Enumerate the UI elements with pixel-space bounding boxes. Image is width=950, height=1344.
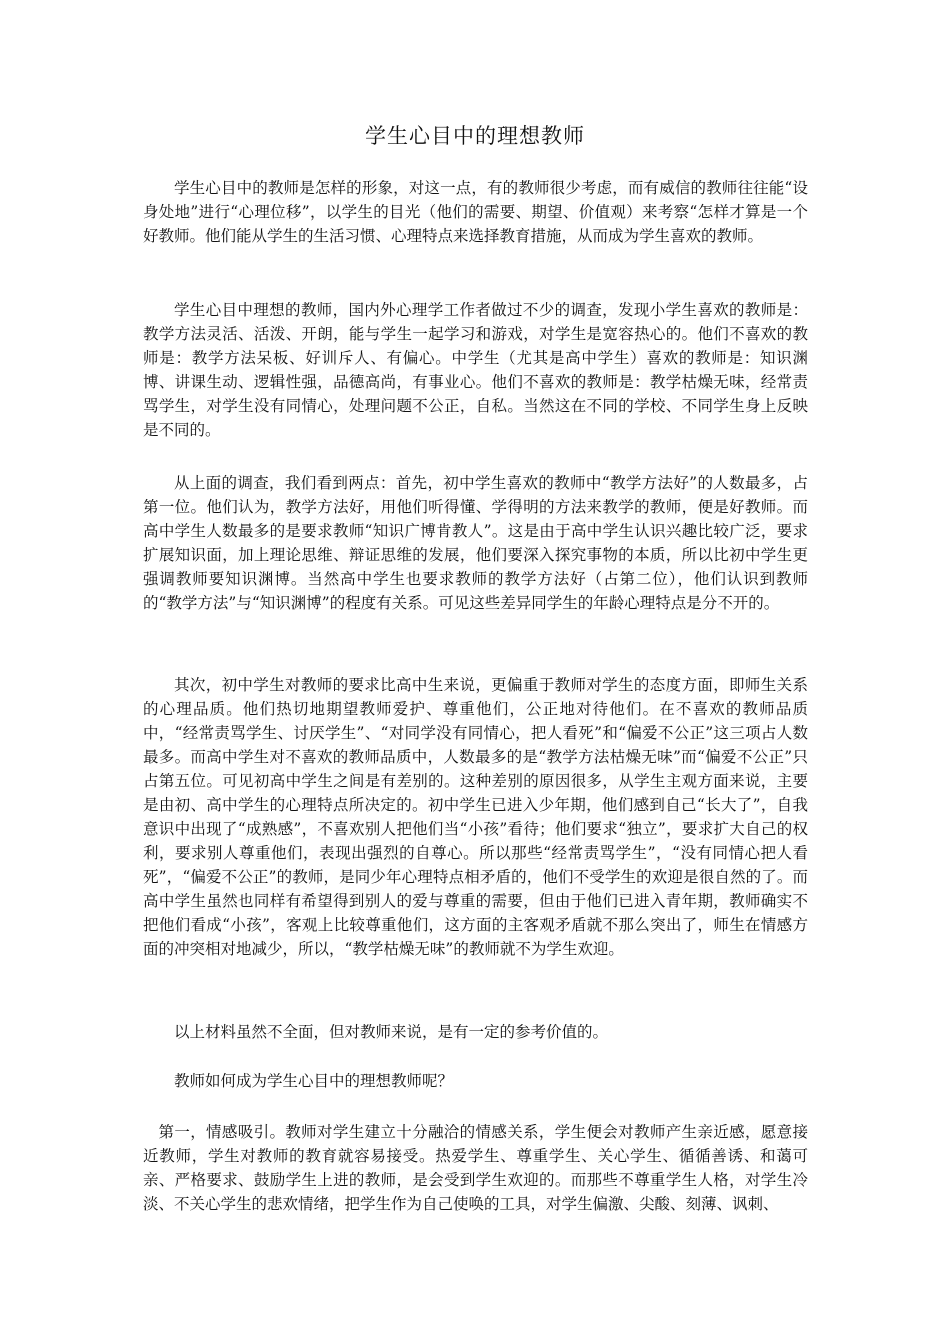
paragraph-6: 教师如何成为学生心目中的理想教师呢？ bbox=[174, 1072, 454, 1090]
paragraph-2: 学生心目中理想的教师，国内外心理学工作者做过不少的调查，发现小学生喜欢的教师是：教学方法灵活、活泼、开朗，能与学生一起学习和游戏，对学生是宽容热心的。他们不喜欢的教师是：教学方法呆板、好训斥人、有偏心。中学生（尤其是高中学生）喜欢的教师是：知识渊博、讲课生动、逻辑性强，品德高尚，有事业心。他们不喜欢的教师是：教学枯燥无味，经常责骂学生，对学生没有同情心，处理问题不公正，自私。当然这在不同的学校、不同学生身上反映是不同的。 bbox=[143, 301, 808, 439]
paragraph-7: 第一，情感吸引。教师对学生建立十分融洽的情感关系，学生便会对教师产生亲近感，愿意接近教师，学生对教师的教育就容易接受。热爱学生、尊重学生、关心学生、循循善诱、和蔼可亲、严格要求、鼓励学生上进的教师，是会受到学生欢迎的。而那些不尊重学生人格，对学生冷淡、不关心学生的悲欢情绪，把学生作为自己使唤的工具，对学生偏激、尖酸、刻薄、讽刺、 bbox=[143, 1123, 808, 1213]
paragraph-5: 以上材料虽然不全面，但对教师来说，是有一定的参考价值的。 bbox=[174, 1023, 609, 1041]
paragraph-3: 从上面的调查，我们看到两点：首先，初中学生喜欢的教师中“教学方法好”的人数最多，占第一位。他们认为，教学方法好，用他们听得懂、学得明的方法来教学的教师，便是好教师。而高中学生人数最多的是要求教师“知识广博肯教人”。这是由于高中学生认识兴趣比较广泛，要求扩展知识面，加上理论思维、辩证思维的发展，他们要深入探究事物的本质，所以比初中学生更强调教师要知识渊博。当然高中学生也要求教师的教学方法好（占第二位），他们认识到教师的“教学方法”与“知识渊博”的程度有关系。可见这些差异同学生的年龄心理特点是分不开的。 bbox=[143, 474, 808, 612]
paragraph-1: 学生心目中的教师是怎样的形象，对这一点，有的教师很少考虑，而有威信的教师往往能“设身处地”进行“心理位移”，以学生的目光（他们的需要、期望、价值观）来考察“怎样才算是一个好教师。他们能从学生的生活习惯、心理特点来选择教育措施，从而成为学生喜欢的教师。 bbox=[143, 179, 808, 245]
paragraph-4: 其次，初中学生对教师的要求比高中生来说，更偏重于教师对学生的态度方面，即师生关系的心理品质。他们热切地期望教师爱护、尊重他们，公正地对待他们。在不喜欢的教师品质中，“经常责骂学生、讨厌学生”、“对同学没有同情心，把人看死”和“偏爱不公正”这三项占人数最多。而高中学生对不喜欢的教师品质中，人数最多的是“教学方法枯燥无味”而“偏爱不公正”只占第五位。可见初高中学生之间是有差别的。这种差别的原因很多，从学生主观方面来说，主要是由初、高中学生的心理特点所决定的。初中学生已进入少年期，他们感到自己“长大了”，自我意识中出现了“成熟感”，不喜欢别人把他们当“小孩”看待；他们要求“独立”，要求扩大自己的权利，要求别人尊重他们，表现出强烈的自尊心。所以那些“经常责骂学生”，“没有同情心把人看死”，“偏爱不公正”的教师，是同少年心理特点相矛盾的，他们不受学生的欢迎是很自然的了。而高中学生虽然也同样有希望得到别人的爱与尊重的需要，但由于他们已进入青年期，教师确实不把他们看成“小孩”，客观上比较尊重他们，这方面的主客观矛盾就不那么突出了，师生在情感方面的冲突相对地减少，所以，“教学枯燥无味”的教师就不为学生欢迎。 bbox=[143, 676, 808, 958]
document-title: 学生心目中的理想教师 bbox=[365, 124, 585, 148]
